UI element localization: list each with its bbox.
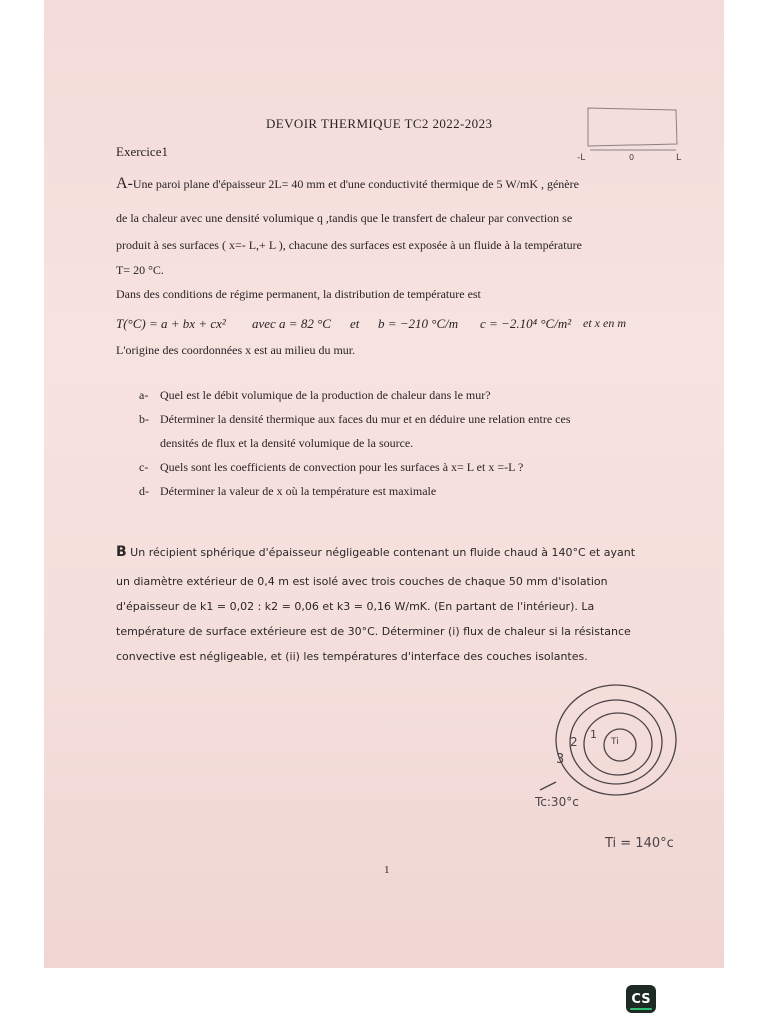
question-a-text: Quel est le débit volumique de la production de chaleur dans le mur? xyxy=(160,388,491,402)
sphere-layer-1-label: 1 xyxy=(590,728,597,741)
outer-temperature-note: Tc:30°c xyxy=(535,795,579,809)
part-b-line-5: convective est négligeable, et (ii) les températures d'interface des couches isolantes. xyxy=(116,650,588,663)
question-a-letter: a- xyxy=(139,388,149,402)
sphere-layer-2-label: 2 xyxy=(570,735,578,749)
question-d-letter: d- xyxy=(139,484,149,498)
wall-sketch xyxy=(588,108,677,150)
formula-b-value: b = −210 °C/m xyxy=(378,316,459,331)
part-a-line-5: Dans des conditions de régime permanent, la distribution de température est xyxy=(116,287,481,301)
part-a-line-3: produit à ses surfaces ( x=- L,+ L ), chacune des surfaces est exposée à un fluide à la température xyxy=(116,238,582,252)
sphere-sketch xyxy=(540,685,676,795)
wall-label-minus-l: -L xyxy=(577,153,586,163)
wall-label-l: L xyxy=(676,153,682,163)
part-b-label: B xyxy=(116,544,127,560)
part-b-line-3: d'épaisseur de k1 = 0,02 : k2 = 0,06 et k3 = 0,16 W/mK. (En partant de l'intérieur). La xyxy=(116,600,595,613)
question-b-text: Déterminer la densité thermique aux faces du mur et en déduire une relation entre ces xyxy=(160,412,571,426)
camscanner-logo xyxy=(626,985,656,1013)
question-c-text: Quels sont les coefficients de convection pour les surfaces à x= L et x =-L ? xyxy=(160,460,524,474)
question-b-continuation: densités de flux et la densité volumique de la source. xyxy=(160,436,414,450)
question-d-text: Déterminer la valeur de x où la température est maximale xyxy=(160,484,437,498)
inner-temperature-note: Ti = 140°c xyxy=(605,836,674,851)
sphere-layer-3-label: 3 xyxy=(556,752,565,767)
part-b-line-2: un diamètre extérieur de 0,4 m est isolé avec trois couches de chaque 50 mm d'isolation xyxy=(116,575,608,588)
wall-label-zero: 0 xyxy=(629,153,635,162)
formula-a-value: avec a = 82 °C xyxy=(252,316,331,331)
exercise-heading: Exercice1 xyxy=(116,144,168,159)
part-a-label: A- xyxy=(116,175,133,192)
formula-x-unit: et x en m xyxy=(583,316,626,330)
part-a-line-2: de la chaleur avec une densité volumique q ,tandis que le transfert de chaleur par convection se xyxy=(116,211,573,225)
formula-c-value: c = −2.10⁴ °C/m² xyxy=(480,316,572,331)
formula-et: et xyxy=(350,316,360,331)
question-b-letter: b- xyxy=(139,412,149,426)
part-b-text-1: Un récipient sphérique d'épaisseur négligeable contenant un fluide chaud à 140°C et ayant xyxy=(130,546,636,559)
question-c-letter: c- xyxy=(139,460,149,474)
sphere-inner-label: Ti xyxy=(611,737,619,747)
logo-text: CS xyxy=(631,991,651,1007)
part-a-text-1: Une paroi plane d'épaisseur 2L= 40 mm et d'une conductivité thermique de 5 W/mK , génère xyxy=(132,177,579,191)
part-a-line-4: T= 20 °C. xyxy=(116,263,164,277)
temperature-formula: T(°C) = a + bx + cx² xyxy=(116,316,226,331)
part-b-line-4: température de surface extérieure est de 30°C. Déterminer (i) flux de chaleur si la résistance xyxy=(116,625,631,638)
page-number: 1 xyxy=(384,864,390,876)
page-title: DEVOIR THERMIQUE TC2 2022-2023 xyxy=(266,116,493,131)
part-a-line-6: L'origine des coordonnées x est au milieu du mur. xyxy=(116,343,356,357)
